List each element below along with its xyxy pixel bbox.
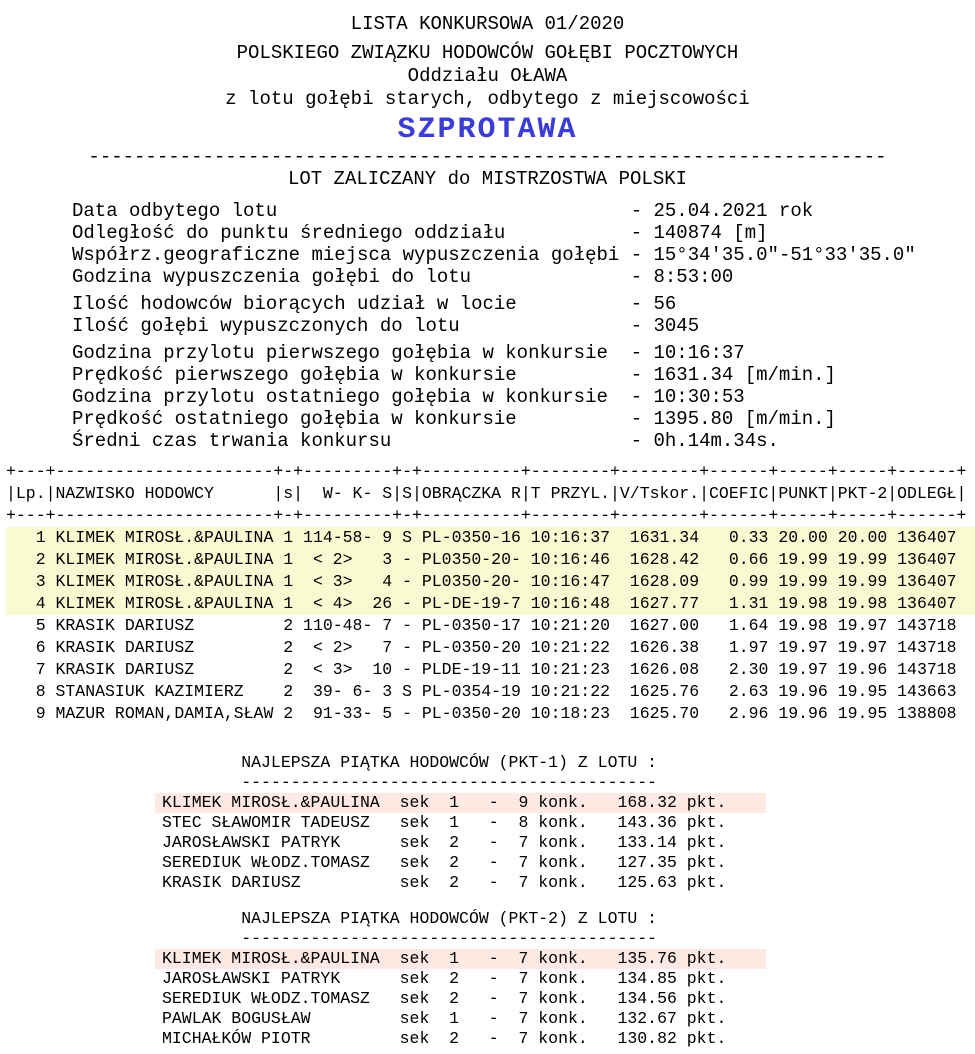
ranking-row: KLIMEK MIROSŁ.&PAULINA sek 1 - 7 konk. 135.76 pkt. (155, 949, 766, 969)
table-header-row: |Lp.|NAZWISKO HODOWCY |s| W- K- S|S|OBRĄCZKA R|T PRZYL.|V/Tskor.|COEFIC|PUNKT|PKT-2|ODLEGŁ| (6, 484, 967, 503)
table-row: 6 KRASIK DARIUSZ 2 < 2> 7 - PL-0350-20 10:21:22 1626.38 1.97 19.97 19.97 143718 (6, 638, 967, 657)
info-line: Prędkość ostatniego gołębia w konkursie - 1395.80 [m/min.] (72, 408, 836, 430)
header-separator: ---------------------------------------------------------------------- (88, 146, 887, 168)
branch-name: Oddziału OŁAWA (407, 65, 568, 87)
table-row: 9 MAZUR ROMAN,DAMIA,SŁAW 2 91-33- 5 - PL-0350-20 10:18:23 1625.70 2.96 19.96 19.95 138808 (6, 704, 967, 723)
flight-description: z lotu gołębi starych, odbytego z miejscowości (225, 88, 750, 110)
best5-pkt1-section (155, 753, 766, 893)
table-row: 3 KLIMEK MIROSŁ.&PAULINA 1 < 3> 4 - PL0350-20- 10:16:47 1628.09 0.99 19.99 19.99 136407 (6, 571, 975, 593)
ranking-separator: ------------------------------------------ (162, 929, 658, 948)
ranking-row: SEREDIUK WŁODZ.TOMASZ sek 2 - 7 konk. 127.35 pkt. (162, 853, 727, 872)
document-header (0, 0, 975, 191)
info-line: Data odbytego lotu - 25.04.2021 rok (72, 200, 814, 222)
info-group (72, 342, 975, 452)
info-line: Godzina przylotu ostatniego gołębia w konkursie - 10:30:53 (72, 386, 745, 408)
ranking-row: STEC SŁAWOMIR TADEUSZ sek 1 - 8 konk. 143.36 pkt. (162, 813, 727, 832)
info-group (72, 293, 975, 337)
best5-pkt2-section (155, 909, 766, 1049)
info-group (72, 200, 975, 288)
table-row: 8 STANASIUK KAZIMIERZ 2 39- 6- 3 S PL-0354-19 10:21:22 1625.76 2.63 19.96 19.95 143663 (6, 682, 967, 701)
table-row: 7 KRASIK DARIUSZ 2 < 3> 10 - PLDE-19-11 10:21:23 1626.08 2.30 19.97 19.96 143718 (6, 660, 967, 679)
release-city-name: SZPROTAWA (397, 113, 578, 147)
flight-info-section (72, 200, 975, 452)
ranking-row: JAROSŁAWSKI PATRYK sek 2 - 7 konk. 133.14 pkt. (162, 833, 727, 852)
ranking-row: MICHAŁKÓW PIOTR sek 2 - 7 konk. 130.82 pkt. (162, 1029, 727, 1048)
info-line: Współrz.geograficzne miejsca wypuszczenia gołębi - 15°34'35.0"-51°33'35.0" (72, 244, 916, 266)
table-row: 1 KLIMEK MIROSŁ.&PAULINA 1 114-58- 9 S PL-0350-16 10:16:37 1631.34 0.33 20.00 20.00 136407 (6, 527, 975, 549)
ranking-separator: ------------------------------------------ (162, 773, 658, 792)
info-line: Ilość hodowców biorących udział w locie - 56 (72, 293, 677, 315)
info-line: Odległość do punktu średniego oddziału - 140874 [m] (72, 222, 768, 244)
info-line: Prędkość pierwszego gołębia w konkursie - 1631.34 [m/min.] (72, 364, 836, 386)
results-table (6, 461, 975, 725)
info-line: Godzina przylotu pierwszego gołębia w konkursie - 10:16:37 (72, 342, 745, 364)
ranking-row: KRASIK DARIUSZ sek 2 - 7 konk. 125.63 pkt. (162, 873, 727, 892)
ranking-title: NAJLEPSZA PIĄTKA HODOWCÓW (PKT-1) Z LOTU : (162, 753, 658, 772)
info-line: Średni czas trwania konkursu - 0h.14m.34s. (72, 430, 779, 452)
table-row: 4 KLIMEK MIROSŁ.&PAULINA 1 < 4> 26 - PL-DE-19-7 10:16:48 1627.77 1.31 19.98 19.98 136407 (6, 593, 975, 615)
table-row: 2 KLIMEK MIROSŁ.&PAULINA 1 < 2> 3 - PL0350-20- 10:16:46 1628.42 0.66 19.99 19.99 136407 (6, 549, 975, 571)
ranking-row: KLIMEK MIROSŁ.&PAULINA sek 1 - 9 konk. 168.32 pkt. (155, 793, 766, 813)
ranking-row: PAWLAK BOGUSŁAW sek 1 - 7 konk. 132.67 pkt. (162, 1009, 727, 1028)
list-title: LISTA KONKURSOWA 01/2020 (350, 13, 625, 35)
table-row: 5 KRASIK DARIUSZ 2 110-48- 7 - PL-0350-17 10:21:20 1627.00 1.64 19.98 19.97 143718 (6, 616, 967, 635)
ranking-title: NAJLEPSZA PIĄTKA HODOWCÓW (PKT-2) Z LOTU : (162, 909, 658, 928)
table-header-border: +---+----------------------+-+---------+-+----------+--------+--------+------+-----+-----+------+ (6, 506, 967, 525)
ranking-row: SEREDIUK WŁODZ.TOMASZ sek 2 - 7 konk. 134.56 pkt. (162, 989, 727, 1008)
federation-name: POLSKIEGO ZWIĄZKU HODOWCÓW GOŁĘBI POCZTOWYCH (236, 42, 739, 64)
info-line: Ilość gołębi wypuszczonych do lotu - 3045 (72, 315, 700, 337)
ranking-row: JAROSŁAWSKI PATRYK sek 2 - 7 konk. 134.85 pkt. (162, 969, 727, 988)
info-line: Godzina wypuszczenia gołębi do lotu - 8:53:00 (72, 266, 734, 288)
table-top-border: +---+----------------------+-+---------+-+----------+--------+--------+------+-----+-----+------+ (6, 462, 967, 481)
championship-subtitle: LOT ZALICZANY do MISTRZOSTWA POLSKI (287, 168, 688, 190)
